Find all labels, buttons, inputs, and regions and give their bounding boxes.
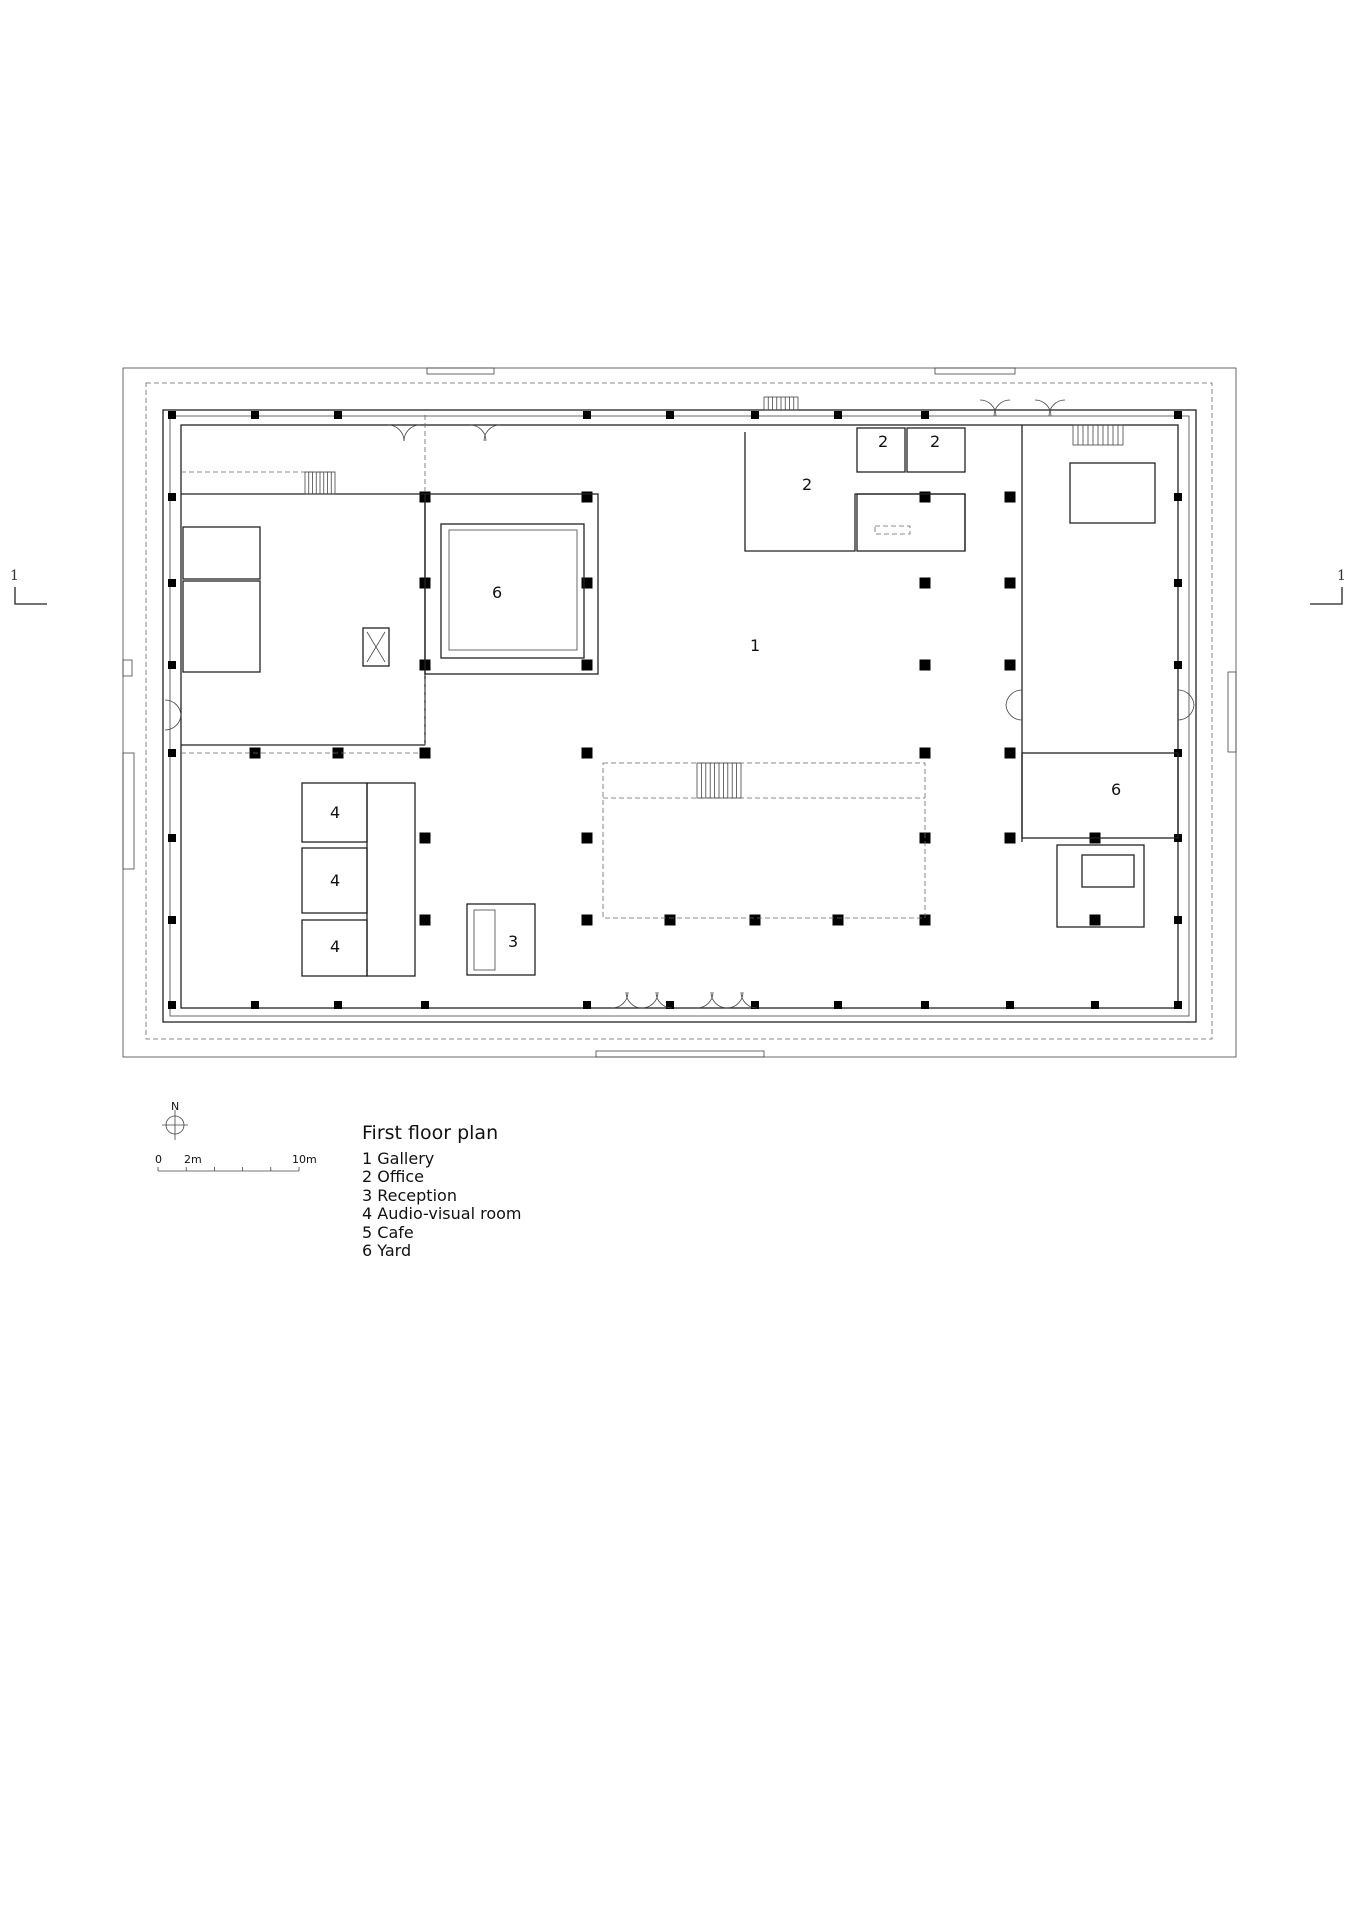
column: [1174, 1001, 1182, 1009]
door-swing: [165, 700, 181, 730]
entry-strip-north-2: [935, 368, 1015, 374]
column: [420, 748, 431, 759]
column: [1174, 579, 1182, 587]
room-label-av-3: 4: [330, 937, 341, 956]
stair-west: [305, 472, 335, 494]
door-swing: [388, 425, 420, 441]
column: [1174, 411, 1182, 419]
column: [168, 661, 176, 669]
legend-item: 1 Gallery: [362, 1149, 435, 1168]
column: [1174, 661, 1182, 669]
courtyard-frame: [425, 494, 598, 674]
column: [1005, 660, 1016, 671]
storage-room: [183, 581, 260, 672]
section-marker-east-label: 1: [1337, 568, 1346, 584]
door-swing: [980, 400, 1010, 416]
door-swing: [697, 992, 757, 1008]
column: [583, 1001, 591, 1009]
reception-desk: [467, 904, 535, 975]
room-label-office-3: 2: [930, 432, 941, 451]
column: [168, 916, 176, 924]
room-label-av-2: 4: [330, 871, 341, 890]
column: [1005, 492, 1016, 503]
entry-strip-north-1: [427, 368, 494, 374]
section-marker-west: [15, 587, 47, 604]
reception-inner: [474, 910, 495, 970]
entry-strip-south: [596, 1051, 764, 1057]
cafe-counter: [1082, 855, 1134, 887]
legend-title: First floor plan: [362, 1122, 499, 1144]
column: [1005, 748, 1016, 759]
column: [920, 578, 931, 589]
room-label-reception: 3: [508, 932, 519, 951]
building-outer-wall: [163, 410, 1196, 1022]
scale-label-zero: 0: [155, 1153, 162, 1166]
stair-north: [764, 397, 798, 410]
stair-east: [1073, 425, 1123, 445]
column: [582, 660, 593, 671]
column: [334, 1001, 342, 1009]
column: [921, 411, 929, 419]
column: [920, 492, 931, 503]
column: [168, 411, 176, 419]
column: [421, 1001, 429, 1009]
scale-label-10m: 10m: [292, 1153, 317, 1166]
column: [582, 578, 593, 589]
site-dashed-boundary: [146, 383, 1212, 1039]
column: [582, 833, 593, 844]
column: [168, 749, 176, 757]
section-marker-east: [1310, 587, 1342, 604]
column: [920, 660, 931, 671]
storage-room: [183, 527, 260, 579]
room-label-office-2: 2: [878, 432, 889, 451]
column: [168, 834, 176, 842]
column: [582, 492, 593, 503]
door-swing: [1035, 400, 1065, 416]
column: [251, 411, 259, 419]
column: [751, 411, 759, 419]
north-label: N: [171, 1100, 180, 1113]
courtyard-inner: [449, 530, 577, 650]
room-label-yard-east: 6: [1111, 780, 1122, 799]
column: [583, 411, 591, 419]
column: [582, 915, 593, 926]
column: [920, 748, 931, 759]
legend-item: 6 Yard: [362, 1241, 412, 1261]
section-marker-west-label: 1: [10, 568, 19, 584]
door-swing: [612, 992, 672, 1008]
door-swing: [1178, 690, 1194, 720]
building-wall-line: [170, 416, 1189, 1016]
scale-bar-ticks: [158, 1167, 299, 1171]
office-room: [857, 494, 965, 551]
scale-label-2m: 2m: [184, 1153, 202, 1166]
toilet-block: [1070, 463, 1155, 523]
column: [1005, 833, 1016, 844]
entry-strip-east: [1228, 672, 1236, 752]
yard-east: [1022, 753, 1178, 838]
room-label-gallery: 1: [750, 636, 761, 655]
door-swing: [470, 425, 500, 441]
column: [834, 1001, 842, 1009]
legend: [362, 1122, 522, 1260]
column: [420, 915, 431, 926]
column: [168, 493, 176, 501]
legend-item: 2 Office: [362, 1167, 424, 1187]
column: [582, 748, 593, 759]
legend-item: 5 Cafe: [362, 1222, 414, 1242]
column: [921, 1001, 929, 1009]
room-label-av-1: 4: [330, 803, 341, 822]
column: [251, 1001, 259, 1009]
entry-strip-west-2: [123, 753, 134, 869]
column: [420, 833, 431, 844]
legend-item: 3 Reception: [362, 1185, 457, 1205]
room-label-yard-courtyard: 6: [492, 583, 503, 602]
column: [666, 411, 674, 419]
column: [1005, 578, 1016, 589]
column: [168, 1001, 176, 1009]
stair-atrium: [697, 763, 741, 798]
door-swing: [1006, 690, 1022, 720]
column: [665, 915, 676, 926]
atrium-void: [603, 763, 925, 918]
office-dashed-fixture: [875, 526, 910, 534]
column: [834, 411, 842, 419]
column: [1091, 1001, 1099, 1009]
entry-strip-west-1: [123, 660, 132, 676]
room-label-office-1: 2: [802, 475, 813, 494]
column: [1090, 915, 1101, 926]
column: [168, 579, 176, 587]
legend-item: 4 Audio-visual room: [362, 1204, 522, 1224]
column: [334, 411, 342, 419]
column: [1174, 493, 1182, 501]
column: [1006, 1001, 1014, 1009]
column: [833, 915, 844, 926]
courtyard-yard: [441, 524, 584, 658]
column-grid: [168, 411, 1182, 1009]
av-service: [367, 783, 415, 976]
column: [750, 915, 761, 926]
site-outline: [123, 368, 1236, 1057]
column: [1174, 916, 1182, 924]
